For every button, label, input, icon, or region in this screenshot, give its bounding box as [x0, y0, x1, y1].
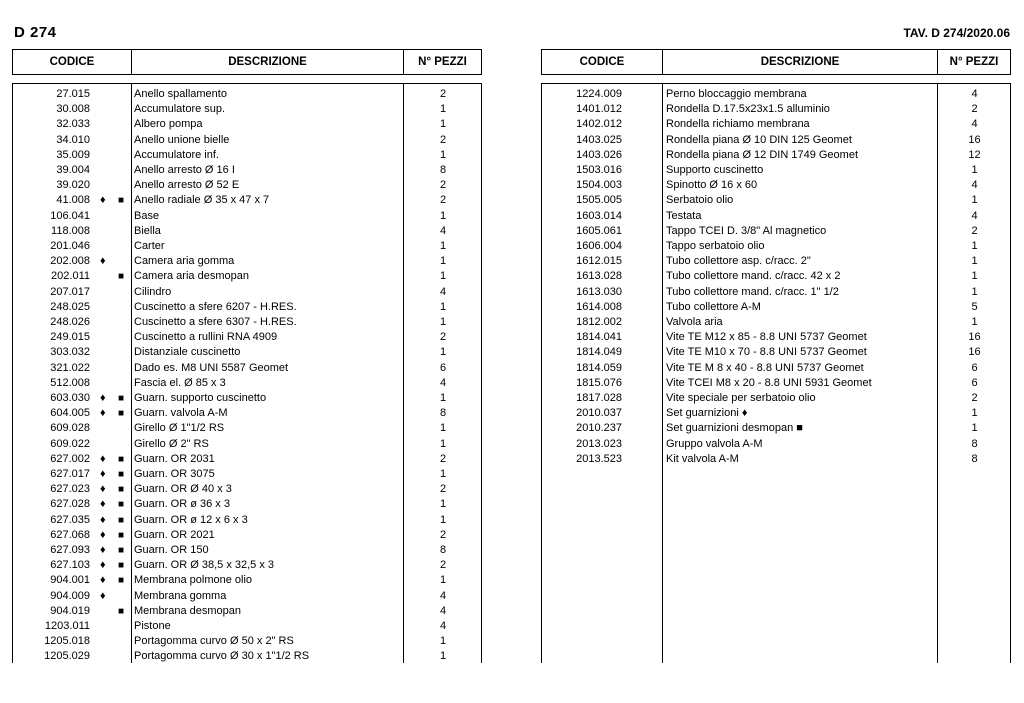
part-quantity: 1 — [439, 392, 447, 404]
part-description: Cilindro — [134, 285, 172, 298]
right-table-row — [542, 452, 1010, 467]
part-description: Vite TE M12 x 85 - 8.8 UNI 5737 Geomet — [666, 331, 867, 344]
right-table-row — [542, 330, 1010, 345]
right-table-row — [542, 102, 1010, 117]
part-description: Anello radiale Ø 35 x 47 x 7 — [134, 194, 270, 207]
part-quantity: 2 — [439, 88, 447, 100]
left-table-row — [13, 330, 481, 345]
part-code: 207.017 — [50, 285, 90, 298]
part-quantity: 2 — [439, 133, 447, 146]
part-description: Tubo collettore mand. c/racc. 1" 1/2 — [666, 285, 839, 298]
part-code: 1614.008 — [576, 300, 622, 313]
right-table-row — [542, 421, 1010, 436]
part-code: 118.008 — [51, 224, 90, 237]
part-quantity: 1 — [439, 513, 447, 526]
part-description: Tappo serbatoio olio — [666, 240, 765, 252]
right-table-row — [542, 178, 1010, 193]
part-quantity: 2 — [971, 224, 978, 237]
part-description: Serbatoio olio — [666, 194, 734, 207]
left-table-row — [13, 361, 481, 376]
part-code: 2010.237 — [576, 422, 622, 435]
part-description: Tubo collettore asp. c/racc. 2" — [666, 255, 811, 268]
part-code: 609.022 — [50, 437, 90, 450]
part-code: 1612.015 — [576, 255, 622, 268]
right-table-row — [542, 406, 1010, 421]
part-quantity: 4 — [439, 285, 447, 298]
left-table-row — [13, 345, 481, 360]
part-quantity: 1 — [971, 255, 978, 268]
part-description: Testata — [666, 209, 702, 222]
part-description: Guarn. valvola A-M — [134, 407, 228, 420]
diamond-icon: ♦ — [100, 513, 106, 526]
left-table-row — [13, 285, 481, 300]
part-code: 1603.014 — [576, 209, 622, 222]
part-description: Cuscinetto a sfere 6207 - H.RES. — [134, 300, 297, 313]
part-code: 1814.041 — [576, 331, 622, 344]
square-icon: ■ — [118, 575, 125, 587]
left-table-row — [13, 573, 481, 588]
part-description: Membrana desmopan — [134, 604, 242, 617]
part-description: Girello Ø 1"1/2 RS — [134, 422, 225, 435]
part-description: Set guarnizioni ♦ — [666, 407, 748, 420]
right-header-pezzi: N° PEZZI — [937, 50, 1010, 74]
part-code: 1203.011 — [44, 620, 90, 632]
part-description: Guarn. OR 150 — [134, 544, 209, 556]
part-code: 627.093 — [50, 544, 90, 556]
part-code: 1812.002 — [576, 316, 622, 328]
part-code: 1504.003 — [576, 179, 622, 192]
part-description: Set guarnizioni desmopan ■ — [666, 422, 803, 435]
part-description: Biella — [134, 224, 161, 237]
part-quantity: 4 — [439, 620, 447, 632]
part-code: 41.008 — [56, 194, 90, 207]
left-table-row — [13, 209, 481, 224]
diamond-icon: ♦ — [100, 255, 106, 268]
part-code: 32.033 — [56, 118, 90, 131]
part-code: 1613.030 — [576, 285, 622, 298]
square-icon: ■ — [118, 484, 125, 496]
part-code: 2013.523 — [576, 452, 622, 465]
part-description: Anello spallamento — [134, 88, 227, 100]
part-code: 1815.076 — [576, 376, 622, 389]
table-reference: TAV. D 274/2020.06 — [903, 26, 1010, 40]
part-code: 1205.018 — [44, 635, 90, 648]
part-description: Fascia el. Ø 85 x 3 — [134, 376, 226, 389]
part-description: Dado es. M8 UNI 5587 Geomet — [134, 361, 289, 374]
document-id: D 274 — [14, 24, 57, 41]
part-description: Cuscinetto a sfere 6307 - H.RES. — [134, 316, 297, 328]
square-icon: ■ — [118, 469, 125, 480]
diamond-icon: ♦ — [100, 589, 106, 602]
part-quantity: 12 — [968, 148, 981, 161]
part-description: Guarn. OR 2031 — [134, 452, 215, 465]
square-icon: ■ — [118, 195, 125, 207]
part-code: 627.035 — [50, 513, 90, 526]
part-quantity: 1 — [439, 468, 447, 480]
part-code: 627.103 — [50, 559, 90, 572]
square-icon: ■ — [118, 529, 125, 541]
part-code: 2013.023 — [576, 437, 622, 450]
square-icon: ■ — [118, 393, 125, 404]
part-quantity: 4 — [439, 604, 447, 617]
part-quantity: 1 — [439, 103, 447, 116]
left-table-row — [13, 87, 481, 102]
diamond-icon: ♦ — [100, 574, 106, 587]
part-description: Base — [134, 209, 160, 222]
left-table-row — [13, 543, 481, 558]
right-table-row — [542, 193, 1010, 208]
part-description: Camera aria desmopan — [134, 270, 249, 283]
left-table-row — [13, 133, 481, 148]
part-code: 39.020 — [56, 179, 90, 192]
part-description: Guarn. supporto cuscinetto — [134, 392, 267, 404]
square-icon: ■ — [118, 605, 125, 617]
left-table-row — [13, 604, 481, 619]
part-description: Accumulatore inf. — [134, 148, 219, 161]
part-description: Camera aria gomma — [134, 255, 235, 268]
part-description: Kit valvola A-M — [666, 452, 739, 465]
right-table-row — [542, 209, 1010, 224]
left-header-pezzi: N° PEZZI — [403, 50, 481, 74]
square-icon: ■ — [118, 271, 125, 283]
left-table-row — [13, 391, 481, 406]
part-description: Guarn. OR Ø 40 x 3 — [134, 483, 232, 496]
part-code: 39.004 — [56, 164, 90, 176]
right-table-row — [542, 361, 1010, 376]
part-quantity: 1 — [971, 240, 978, 252]
part-code: 627.017 — [50, 468, 90, 480]
diamond-icon: ♦ — [100, 468, 106, 480]
part-quantity: 1 — [971, 407, 978, 420]
part-code: 1505.005 — [576, 194, 622, 207]
part-code: 627.023 — [50, 483, 90, 496]
left-table-row — [13, 482, 481, 497]
left-header-codice: CODICE — [49, 56, 95, 68]
part-quantity: 1 — [971, 164, 978, 176]
part-code: 627.002 — [50, 452, 90, 465]
part-code: 202.008 — [50, 255, 90, 268]
left-table-row — [13, 300, 481, 315]
part-code: 1224.009 — [576, 88, 622, 100]
part-quantity: 4 — [439, 589, 447, 602]
part-quantity: 2 — [439, 331, 447, 344]
part-quantity: 1 — [971, 285, 978, 298]
diamond-icon: ♦ — [100, 194, 106, 207]
left-table-body — [12, 83, 482, 663]
part-code: 1605.061 — [576, 224, 622, 237]
part-quantity: 4 — [971, 209, 978, 222]
part-quantity: 1 — [971, 270, 978, 283]
left-table-row — [13, 239, 481, 254]
part-description: Vite TE M10 x 70 - 8.8 UNI 5737 Geomet — [666, 346, 867, 359]
part-description: Vite speciale per serbatoio olio — [666, 392, 816, 404]
part-quantity: 6 — [439, 361, 447, 374]
right-table-row — [542, 254, 1010, 269]
part-quantity: 1 — [439, 316, 447, 328]
part-description: Portagomma curvo Ø 50 x 2" RS — [134, 635, 294, 648]
part-quantity: 4 — [971, 179, 978, 192]
left-header-descrizione: DESCRIZIONE — [131, 50, 403, 74]
part-description: Membrana polmone olio — [134, 574, 253, 587]
part-quantity: 2 — [971, 103, 978, 116]
right-table-row — [542, 239, 1010, 254]
part-quantity: 2 — [439, 483, 447, 496]
part-description: Anello arresto Ø 16 I — [134, 164, 235, 176]
part-description: Perno bloccaggio membrana — [666, 88, 807, 100]
part-quantity: 1 — [439, 574, 447, 587]
left-table-row — [13, 634, 481, 649]
square-icon: ■ — [118, 499, 125, 511]
part-quantity: 1 — [439, 422, 447, 435]
part-quantity: 2 — [971, 392, 978, 404]
part-description: Girello Ø 2" RS — [134, 437, 209, 450]
left-table-row — [13, 497, 481, 512]
part-description: Gruppo valvola A-M — [666, 437, 763, 450]
part-code: 627.068 — [50, 528, 90, 541]
left-table-row — [13, 421, 481, 436]
left-table-row — [13, 467, 481, 482]
diamond-icon: ♦ — [100, 544, 106, 556]
part-code: 512.008 — [50, 376, 90, 389]
part-code: 1401.012 — [576, 103, 622, 116]
part-code: 1403.026 — [576, 148, 622, 161]
part-code: 604.005 — [50, 407, 90, 420]
part-code: 1606.004 — [576, 240, 622, 252]
diamond-icon: ♦ — [100, 407, 106, 420]
part-description: Vite TCEI M8 x 20 - 8.8 UNI 5931 Geomet — [666, 376, 872, 389]
part-quantity: 4 — [971, 118, 978, 131]
right-header-descrizione: DESCRIZIONE — [662, 50, 937, 74]
part-code: 35.009 — [56, 148, 90, 161]
left-table-row — [13, 589, 481, 604]
part-description: Pistone — [134, 620, 171, 632]
left-table-row — [13, 178, 481, 193]
part-code: 202.011 — [51, 270, 90, 283]
left-table-row — [13, 117, 481, 132]
part-description: Guarn. OR 3075 — [134, 468, 215, 480]
part-description: Rondella D.17.5x23x1.5 alluminio — [666, 103, 830, 116]
part-quantity: 1 — [439, 209, 447, 222]
right-table-row — [542, 133, 1010, 148]
right-table-row — [542, 163, 1010, 178]
part-description: Tappo TCEI D. 3/8" Al magnetico — [666, 224, 827, 237]
left-table-row — [13, 513, 481, 528]
part-code: 904.001 — [50, 574, 90, 587]
part-quantity: 5 — [971, 300, 978, 313]
left-table-row — [13, 163, 481, 178]
left-table-row — [13, 193, 481, 208]
part-description: Portagomma curvo Ø 30 x 1"1/2 RS — [134, 650, 310, 663]
part-code: 627.028 — [50, 498, 90, 511]
part-quantity: 16 — [968, 346, 981, 359]
right-table-row — [542, 345, 1010, 360]
part-description: Rondella richiamo membrana — [666, 118, 810, 131]
right-table-row — [542, 391, 1010, 406]
part-description: Anello unione bielle — [134, 133, 230, 146]
part-code: 1817.028 — [576, 392, 622, 404]
part-code: 248.025 — [50, 300, 90, 313]
part-code: 201.046 — [50, 240, 90, 252]
part-code: 34.010 — [56, 133, 90, 146]
part-description: Supporto cuscinetto — [666, 164, 764, 176]
part-description: Guarn. OR ø 12 x 6 x 3 — [134, 513, 248, 526]
part-code: 904.019 — [50, 604, 90, 617]
part-quantity: 1 — [439, 437, 447, 450]
part-quantity: 1 — [439, 300, 447, 313]
part-description: Vite TE M 8 x 40 - 8.8 UNI 5737 Geomet — [666, 361, 864, 374]
part-code: 248.026 — [50, 316, 90, 328]
part-description: Distanziale cuscinetto — [134, 346, 241, 359]
part-code: 1503.016 — [576, 164, 622, 176]
part-quantity: 1 — [439, 270, 447, 283]
part-quantity: 1 — [439, 118, 447, 131]
diamond-icon: ♦ — [100, 392, 106, 404]
left-table-row — [13, 437, 481, 452]
part-description: Tubo collettore A-M — [666, 300, 761, 313]
part-description: Guarn. OR ø 36 x 3 — [134, 498, 230, 511]
square-icon: ■ — [118, 514, 125, 526]
diamond-icon: ♦ — [100, 559, 106, 572]
part-description: Rondella piana Ø 12 DIN 1749 Geomet — [666, 148, 859, 161]
right-table-body — [541, 83, 1011, 663]
part-description: Accumulatore sup. — [134, 103, 226, 116]
part-code: 321.022 — [50, 361, 90, 374]
left-table-row — [13, 102, 481, 117]
part-quantity: 1 — [439, 255, 447, 268]
part-code: 2010.037 — [576, 407, 622, 420]
part-quantity: 8 — [971, 437, 978, 450]
left-table-row — [13, 269, 481, 284]
part-code: 249.015 — [50, 331, 90, 344]
left-table-row — [13, 452, 481, 467]
right-table-row — [542, 376, 1010, 391]
left-table-row — [13, 148, 481, 163]
part-quantity: 1 — [439, 148, 447, 161]
part-quantity: 1 — [439, 240, 447, 252]
part-code: 106.041 — [50, 209, 90, 222]
part-code: 1814.059 — [576, 361, 622, 374]
left-table-row — [13, 315, 481, 330]
part-quantity: 8 — [971, 452, 978, 465]
part-quantity: 2 — [439, 528, 447, 541]
diamond-icon: ♦ — [100, 483, 106, 496]
left-table-row — [13, 619, 481, 634]
part-code: 1403.025 — [576, 133, 622, 146]
left-table-row — [13, 649, 481, 664]
part-description: Spinotto Ø 16 x 60 — [666, 179, 758, 192]
left-table-row — [13, 406, 481, 421]
part-description: Guarn. OR 2021 — [134, 528, 215, 541]
part-quantity: 1 — [971, 194, 978, 207]
part-quantity: 6 — [971, 376, 978, 389]
part-quantity: 8 — [439, 164, 447, 176]
right-table-row — [542, 224, 1010, 239]
right-table-header — [541, 49, 1011, 75]
part-code: 1402.012 — [576, 118, 622, 131]
part-quantity: 4 — [439, 224, 447, 237]
left-table-header — [12, 49, 482, 75]
diamond-icon: ♦ — [100, 498, 106, 511]
part-description: Albero pompa — [134, 118, 203, 131]
square-icon: ■ — [118, 408, 125, 420]
part-quantity: 1 — [439, 498, 447, 511]
part-quantity: 2 — [439, 559, 447, 572]
part-code: 904.009 — [50, 589, 90, 602]
right-table-row — [542, 117, 1010, 132]
square-icon: ■ — [118, 453, 125, 465]
right-table-row — [542, 315, 1010, 330]
part-code: 27.015 — [56, 88, 90, 100]
part-description: Anello arresto Ø 52 E — [134, 179, 240, 192]
part-code: 303.032 — [50, 346, 90, 359]
part-quantity: 16 — [968, 133, 981, 146]
left-table-row — [13, 376, 481, 391]
square-icon: ■ — [118, 560, 125, 572]
right-table-row — [542, 269, 1010, 284]
part-code: 1205.029 — [44, 650, 90, 663]
right-table-row — [542, 87, 1010, 102]
left-table-row — [13, 224, 481, 239]
part-quantity: 1 — [971, 316, 978, 328]
part-description: Membrana gomma — [134, 589, 227, 602]
part-quantity: 8 — [439, 407, 447, 420]
part-code: 30.008 — [56, 103, 90, 116]
square-icon: ■ — [118, 545, 125, 556]
part-quantity: 2 — [439, 179, 447, 192]
part-quantity: 2 — [439, 452, 447, 465]
part-description: Cuscinetto a rullini RNA 4909 — [134, 331, 278, 344]
part-code: 1613.028 — [576, 270, 622, 283]
part-description: Guarn. OR Ø 38,5 x 32,5 x 3 — [134, 559, 275, 572]
part-code: 609.028 — [50, 422, 90, 435]
part-code: 1814.049 — [576, 346, 622, 359]
right-table-row — [542, 285, 1010, 300]
part-description: Rondella piana Ø 10 DIN 125 Geomet — [666, 133, 852, 146]
part-quantity: 1 — [439, 650, 447, 663]
part-quantity: 6 — [971, 361, 978, 374]
part-quantity: 2 — [439, 194, 447, 207]
right-table-row — [542, 437, 1010, 452]
part-quantity: 1 — [439, 635, 447, 648]
part-code: 603.030 — [50, 392, 90, 404]
right-table-row — [542, 148, 1010, 163]
diamond-icon: ♦ — [100, 528, 106, 541]
part-quantity: 8 — [439, 544, 447, 556]
right-table-row — [542, 300, 1010, 315]
left-table-row — [13, 558, 481, 573]
part-quantity: 1 — [971, 422, 978, 435]
left-table-row — [13, 528, 481, 543]
diamond-icon: ♦ — [100, 452, 106, 465]
left-table-row — [13, 254, 481, 269]
part-description: Carter — [134, 240, 165, 252]
part-quantity: 1 — [439, 346, 447, 359]
part-quantity: 16 — [968, 331, 981, 344]
part-quantity: 4 — [971, 88, 978, 100]
part-description: Tubo collettore mand. c/racc. 42 x 2 — [666, 270, 841, 283]
part-description: Valvola aria — [666, 316, 723, 328]
part-quantity: 4 — [439, 376, 447, 389]
right-header-codice: CODICE — [579, 56, 625, 68]
